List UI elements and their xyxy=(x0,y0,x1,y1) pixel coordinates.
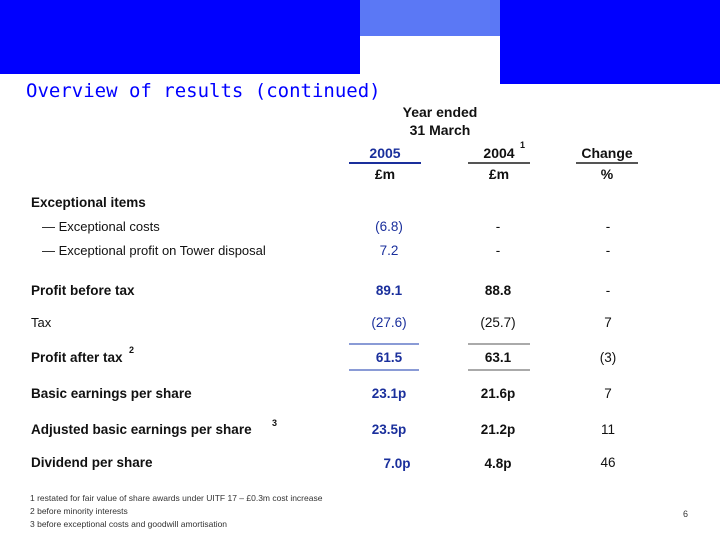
row-pbt-change: - xyxy=(605,283,611,298)
section-exceptional-items: Exceptional items xyxy=(31,195,146,210)
row-dps-change: 46 xyxy=(600,455,616,470)
row-pbt-label: Profit before tax xyxy=(31,283,135,298)
header-2004-unit: £m xyxy=(488,166,510,182)
row-exceptional-costs-change: - xyxy=(605,219,611,234)
footnote-1: 1 restated for fair value of share awards under UITF 17 – £0.3m cost increase xyxy=(30,493,323,503)
header-banner-left xyxy=(0,0,360,74)
row-dps-label: Dividend per share xyxy=(31,455,153,470)
row-exceptional-profit-label: — Exceptional profit on Tower disposal xyxy=(42,243,266,258)
header-change: Change xyxy=(581,145,633,161)
row-abeps-footnote-marker: 3 xyxy=(272,418,278,428)
row-exceptional-costs-2005: (6.8) xyxy=(375,219,403,234)
header-2005-underline xyxy=(349,162,421,164)
row-abeps-2005: 23.5p xyxy=(371,422,407,437)
footnote-3: 3 before exceptional costs and goodwill amortisation xyxy=(30,519,228,529)
row-exceptional-profit-2005: 7.2 xyxy=(379,243,399,258)
footnote-2: 2 before minority interests xyxy=(30,506,128,516)
header-change-unit: % xyxy=(600,166,614,182)
header-banner-right xyxy=(500,0,720,84)
row-abeps-change: 11 xyxy=(600,422,615,437)
row-beps-2004: 21.6p xyxy=(480,386,516,401)
header-2005: 2005 xyxy=(369,145,401,161)
row-pat-2004: 63.1 xyxy=(484,350,512,365)
row-dps-2005: 7.0p xyxy=(383,456,411,471)
row-tax-2005: (27.6) xyxy=(371,315,407,330)
row-pat-2005: 61.5 xyxy=(375,350,403,365)
row-pat-footnote-marker: 2 xyxy=(129,345,135,355)
row-exceptional-profit-change: - xyxy=(605,243,611,258)
row-beps-label: Basic earnings per share xyxy=(31,386,192,401)
page-title: Overview of results (continued) xyxy=(26,80,381,102)
row-pat-change: (3) xyxy=(599,350,617,365)
row-exceptional-costs-2004: - xyxy=(495,219,501,234)
row-tax-2004: (25.7) xyxy=(480,315,516,330)
pat-2005-top-rule xyxy=(349,343,419,345)
pat-2004-top-rule xyxy=(468,343,530,345)
row-tax-change: 7 xyxy=(604,315,612,330)
row-tax-label: Tax xyxy=(31,315,52,330)
pat-2005-bottom-rule xyxy=(349,369,419,371)
pat-2004-bottom-rule xyxy=(468,369,530,371)
header-2004-footnote-marker: 1 xyxy=(520,140,526,150)
row-abeps-label: Adjusted basic earnings per share xyxy=(31,422,252,437)
row-beps-2005: 23.1p xyxy=(371,386,407,401)
page-number: 6 xyxy=(683,509,689,519)
header-banner-middle xyxy=(360,0,500,36)
header-31-march: 31 March xyxy=(409,122,471,138)
row-beps-change: 7 xyxy=(604,386,612,401)
row-pat-label: Profit after tax xyxy=(31,350,123,365)
row-abeps-2004: 21.2p xyxy=(480,422,516,437)
header-year-ended: Year ended xyxy=(402,104,478,120)
row-dps-2004: 4.8p xyxy=(484,456,512,471)
header-2004-underline xyxy=(468,162,530,164)
header-change-underline xyxy=(576,162,638,164)
row-pbt-2005: 89.1 xyxy=(375,283,403,298)
header-2005-unit: £m xyxy=(374,166,396,182)
row-pbt-2004: 88.8 xyxy=(484,283,512,298)
row-exceptional-costs-label: — Exceptional costs xyxy=(42,219,160,234)
header-2004: 2004 xyxy=(483,145,515,161)
row-exceptional-profit-2004: - xyxy=(495,243,501,258)
